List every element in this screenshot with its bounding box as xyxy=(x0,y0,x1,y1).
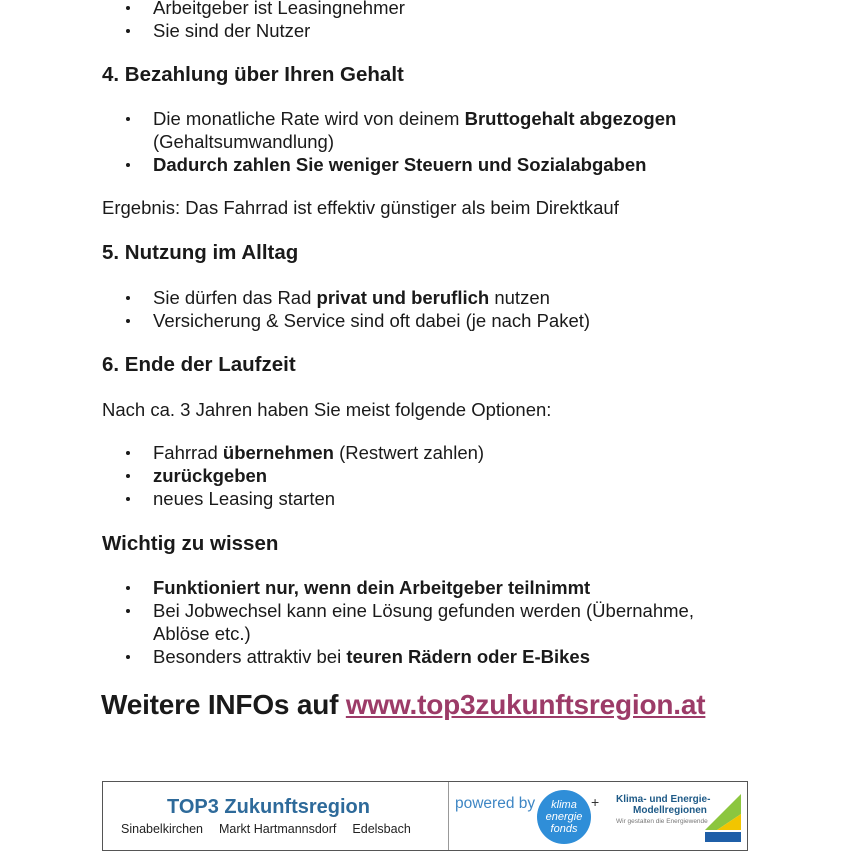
footer-logo-bar xyxy=(102,781,748,851)
section4-heading: 4. Bezahlung über Ihren Gehalt xyxy=(102,63,404,86)
section6-list xyxy=(118,441,484,510)
list-item xyxy=(118,464,484,487)
logo-text: energie xyxy=(545,811,583,823)
list-item xyxy=(118,286,590,309)
section6-heading: 6. Ende der Laufzeit xyxy=(102,353,296,376)
kem-title-line1: Klima- und Energie- xyxy=(616,794,711,805)
item-text: Ablöse etc.) xyxy=(153,623,251,644)
item-text: Besonders attraktiv bei xyxy=(153,646,347,667)
section5-list xyxy=(118,286,590,332)
list-item: Arbeitgeber ist Leasingnehmer xyxy=(118,0,405,19)
list-item: Versicherung & Service sind oft dabei (je nach Paket) xyxy=(118,309,590,332)
wichtig-list xyxy=(118,576,694,668)
kem-tagline: Wir gestalten die Energiewende xyxy=(616,818,708,825)
footer-divider xyxy=(448,782,449,850)
list-item xyxy=(118,441,484,464)
list-item xyxy=(118,107,676,153)
more-info-text: Weitere INFOs auf xyxy=(101,689,346,720)
item-text: nutzen xyxy=(489,287,550,308)
item-bold-text: Dadurch zahlen Sie weniger Steuern und Sozialabgaben xyxy=(153,154,647,175)
list-item xyxy=(118,645,694,668)
item-text: Bei Jobwechsel kann eine Lösung gefunden werden (Übernahme, xyxy=(153,600,694,621)
region-title: TOP3 Zukunftsregion xyxy=(167,796,370,818)
section5-heading: 5. Nutzung im Alltag xyxy=(102,241,299,264)
town-name: Edelsbach xyxy=(352,822,411,836)
klima-energie-fonds-logo xyxy=(537,790,591,844)
section6-intro: Nach ca. 3 Jahren haben Sie meist folgende Optionen: xyxy=(102,399,552,420)
plus-sign: + xyxy=(591,794,600,810)
kem-title-line2: Modellregionen xyxy=(633,805,707,816)
item-text: Die monatliche Rate wird von deinem xyxy=(153,108,465,129)
item-text: Fahrrad xyxy=(153,442,223,463)
item-bold-text: zurückgeben xyxy=(153,465,268,486)
item-text: (Gehaltsumwandlung) xyxy=(153,131,334,152)
powered-by-text: powered by xyxy=(455,795,536,812)
list-item xyxy=(118,599,694,645)
item-bold-text: privat und beruflich xyxy=(316,287,490,308)
section3-list xyxy=(118,0,405,42)
towns-list xyxy=(121,822,411,836)
item-text: Sie dürfen das Rad xyxy=(153,287,317,308)
item-bold-text: teuren Rädern oder E-Bikes xyxy=(346,646,590,667)
website-link[interactable]: www.top3zukunftsregion.at xyxy=(345,689,706,720)
town-name: Markt Hartmannsdorf xyxy=(219,822,337,836)
list-item xyxy=(118,153,676,176)
item-text: (Restwert zahlen) xyxy=(333,442,485,463)
item-bold-text: Bruttogehalt abgezogen xyxy=(464,108,677,129)
logo-text: fonds xyxy=(550,823,578,835)
list-item: Sie sind der Nutzer xyxy=(118,19,405,42)
kem-flag-logo-icon xyxy=(703,790,743,844)
list-item xyxy=(118,576,694,599)
result-text: Ergebnis: Das Fahrrad ist effektiv günstiger als beim Direktkauf xyxy=(102,197,619,218)
item-bold-text: übernehmen xyxy=(222,442,334,463)
more-info-callout xyxy=(101,688,705,722)
logo-text: klima xyxy=(551,799,577,811)
item-bold-text: Funktioniert nur, wenn dein Arbeitgeber teilnimmt xyxy=(153,577,591,598)
section4-list xyxy=(118,107,676,176)
town-name: Sinabelkirchen xyxy=(121,822,203,836)
list-item: neues Leasing starten xyxy=(118,487,484,510)
wichtig-heading: Wichtig zu wissen xyxy=(102,532,279,555)
